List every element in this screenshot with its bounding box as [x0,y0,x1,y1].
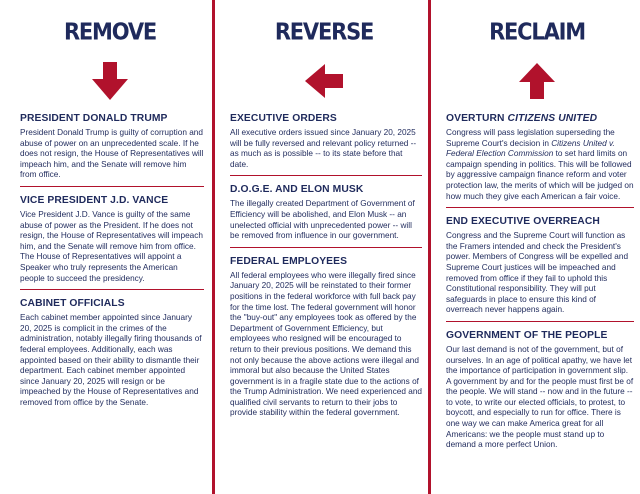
section-divider [20,186,204,187]
section-body: Each cabinet member appointed since January 20, 2025 is complicit in the crimes of the administration, notably illegally firing thousands of federal employees. Additionally, each was appointed based on their ability to dismantle their department. Each cabinet member appointed since January 20, 2025 will resign or be impeached by the House of Representatives and removed from office by the Senate. [20,313,202,407]
section-president [20,113,204,181]
section-title: VICE PRESIDENT J.D. VANCE [20,194,169,206]
section-body [446,128,634,202]
section-title-emphasis: CITIZENS UNITED [507,113,598,124]
section-body: The illegally created Department of Government of Efficiency will be abolished, and Elon Musk -- an unelected official with unprecedented power -- will be removed from influence in our government. [230,199,415,241]
section-government-of-the-people [446,330,634,451]
section-doge [230,184,422,241]
body-part-emphasis: Citizens United v. Federal Election Commission [446,138,615,159]
section-executive-orders [230,113,422,170]
column-divider [212,0,215,494]
section-title: PRESIDENT DONALD TRUMP [20,113,168,124]
section-title: EXECUTIVE ORDERS [230,113,337,124]
body-part: to set hard limits on campaign spending in politics. This will be followed by aggressive campaign finance reform and voter protection law, the merits of which will be judged on how much they give each American a fair voice. [446,149,634,201]
section-divider [446,321,634,322]
column-reverse [218,0,430,494]
column-title: RECLAIM [489,18,585,46]
arrow-left-icon [218,62,430,100]
section-divider [230,175,422,176]
section-body: Congress and the Supreme Court will function as the Framers intended and check the President's power. Members of Congress will be expelled and Supreme Court justices will be impeached and removed from office if they fail to uphold this Constitutional responsibility. They will put safeguards in place to ensure this kind of overreach never happens again. [446,231,629,315]
section-title [446,113,634,124]
section-title: FEDERAL EMPLOYEES [230,255,348,267]
section-title: GOVERNMENT OF THE PEOPLE [446,329,608,341]
section-title: D.O.G.E. AND ELON MUSK [230,184,364,196]
body-part: Congress will pass legislation superseding the Supreme Court's decision in [446,128,615,148]
section-title: END EXECUTIVE OVERREACH [446,216,600,228]
column-reclaim [434,0,640,494]
arrow-up-icon [434,62,640,100]
section-body: President Donald Trump is guilty of corruption and abuse of power on an unprecedented scale. If he does not resign, the House of Representatives will impeach him, and the Senate will remove him from office. [20,128,204,180]
column-title: REVERSE [274,18,374,46]
section-body: Our last demand is not of the government, but of ourselves. In an age of political apathy, we have let the importance of participation in government slip. A government by and for the people must first be of the people. We will stand -- now and in the future -- to vote, to write our elected officials, to protest, to boycott, and especially to run for office. There is one way we can make America great for all Americans: we the people must stand up to demand a more perfect Union. [446,344,634,450]
section-divider [20,289,204,290]
section-title-prefix: OVERTURN [446,113,508,124]
section-body: All federal employees who were illegally fired since January 20, 2025 will be reinstated to their former positions in the federal workforce with full back pay for the time lost. The federal government will honor the "buy-out" any employees took as offered by the Department of Government Efficiency, but employees who resigned will be encouraged to return to their previous positions. We demand this not only because the above actions were illegal and immoral but also because the United States government is in a fragile state due to the actions of the Trump Administration. We need experienced and qualified civil servants to return to their jobs to provide stability within the federal government. [230,270,423,418]
section-cabinet [20,298,204,408]
section-divider [230,247,422,248]
section-federal-employees [230,256,422,419]
section-title: CABINET OFFICIALS [20,298,125,310]
section-body: Vice President J.D. Vance is guilty of the same abuse of power as the President. If he does not resign, the House of Representatives will impeach him, and the Senate will remove him from office. The House of Representatives will appoint a Speaker who truly represents the American people to succeed the presidency. [20,209,203,283]
section-vice-president [20,195,204,284]
section-executive-overreach [446,216,634,316]
section-body: All executive orders issued since January 20, 2025 will be fully reversed and relevant policy returned -- as much as is possible -- to its state before that date. [230,128,417,169]
section-divider [446,207,634,208]
column-title: REMOVE [63,18,157,46]
column-remove [8,0,212,494]
arrow-down-icon [8,62,212,100]
section-citizens-united [446,113,634,202]
